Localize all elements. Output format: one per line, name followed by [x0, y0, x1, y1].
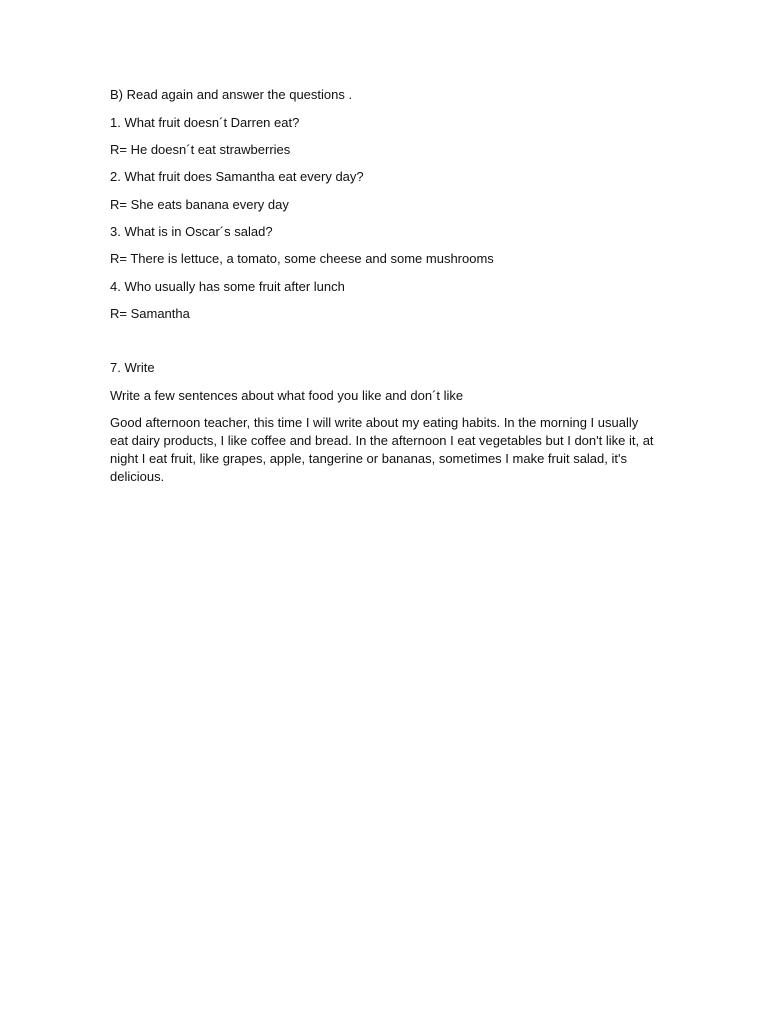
answer-2: R= She eats banana every day — [110, 197, 289, 212]
answer-4: R= Samantha — [110, 306, 190, 321]
answer-1: R= He doesn´t eat strawberries — [110, 142, 291, 157]
question-3: 3. What is in Oscar´s salad? — [110, 224, 273, 239]
question-1: 1. What fruit doesn´t Darren eat? — [110, 115, 300, 130]
section-heading: B) Read again and answer the questions . — [110, 87, 353, 102]
write-section-heading: 7. Write — [110, 360, 155, 375]
question-4: 4. Who usually has some fruit after lunch — [110, 279, 345, 294]
write-section-response: Good afternoon teacher, this time I will write about my eating habits. In the morning I usually eat dairy products, I like coffee and bread. In the afternoon I eat vegetables but I don't like it, at night I eat fruit, like grapes, apple, tangerine or bananas, sometimes I make fruit salad, it's delicious. — [110, 415, 654, 484]
write-section-prompt: Write a few sentences about what food you like and don´t like — [110, 388, 464, 403]
question-2: 2. What fruit does Samantha eat every day? — [110, 169, 364, 184]
answer-3: R= There is lettuce, a tomato, some cheese and some mushrooms — [110, 251, 494, 266]
